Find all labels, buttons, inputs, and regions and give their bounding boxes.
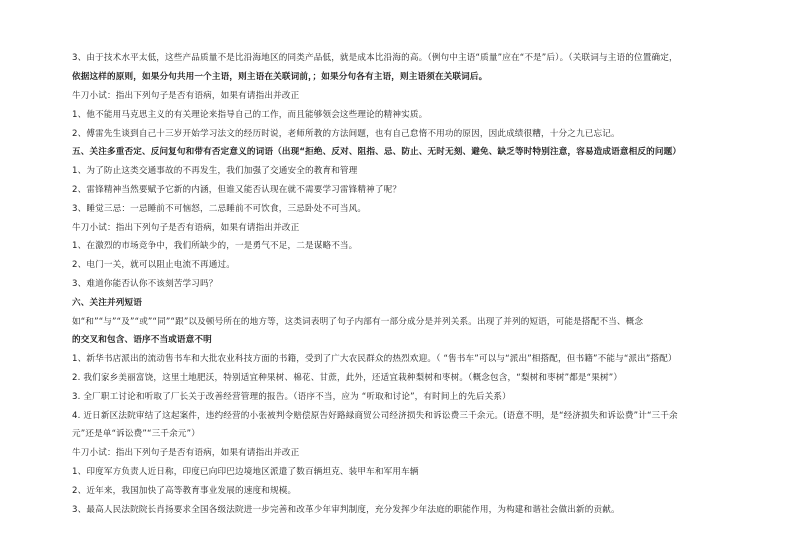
text-line: 3、最高人民法院院长肖扬要求全国各级法院进一步完善和改革少年审判制度，充分发挥少年法庭的职能作用，为构建和谐社会做出新的贡献。 — [72, 505, 620, 515]
text-line: 3、由于技术水平太低，这些产品质量不是比沿海地区的同类产品低，就是成本比沿海的高。（例句中主语“质量”应在“不是”后）。（关联词与主语的位置确定， — [72, 53, 678, 63]
text-line: 依据这样的原则，如果分句共用一个主语，则主语在关联词前，；如果分句各有主语，则主语须在关联词后。 — [72, 72, 488, 82]
text-line: 2、电门一关，就可以阻止电流不再通过。 — [72, 260, 236, 270]
section-heading: 五、关注多重否定、反问复句和带有否定意义的词语（出现“拒绝、反对、阻指、忌、防止、无时无刻、避免、缺乏等时特别注意，容易造成语意相反的问题） — [72, 147, 682, 157]
text-line: 2. 我们家乡美丽富饶，这里土地肥沃，特别适宜种果树、棉花、甘蔗，此外，还适宜栽种梨树和枣树。（概念包含，“梨树和枣树”都是“果树”） — [72, 373, 623, 383]
text-line: 1、印度军方负责人近日称，印度已向印巴边境地区派遣了数百辆坦克、装甲车和军用车辆 — [72, 467, 419, 477]
text-line: 3、难道你能否认你不该刻苦学习吗？ — [72, 279, 218, 289]
text-line: 2、雷锋精神当然要赋予它新的内涵，但谁又能否认现在就不需要学习雷锋精神了呢？ — [72, 185, 402, 195]
text-line: 1、新华书店派出的流动售书车和大批农业科技方面的书籍，受到了广大农民群众的热烈欢迎。（ “售书车”可以与“派出”相搭配，但书籍”不能与“派出”搭配） — [72, 354, 677, 364]
text-line: 2、傅雷先生谈到自己十三岁开始学习法文的经历时说，老师所教的方法间题，也有自己怠惰不用功的原因，因此成绩很糟，十分之九已忘记。 — [72, 129, 620, 139]
text-line: 1、在激烈的市场竞争中，我们所缺少的，一是勇气不足，二是谋略不当。 — [72, 241, 358, 251]
text-line: 牛刀小试：指出下列句子是否有语病，如果有请指出并改正 — [72, 448, 300, 458]
text-line: 4. 近日新区法院审结了这起案件，违约经营的小张被判令赔偿原告好路緑商贸公司经济损失和诉讼费三千余元。(语意不明，是“经济损失和诉讼费”计“三千余 — [72, 411, 678, 421]
section-heading: 六、关注并列短语 — [72, 298, 142, 308]
text-line: 的交叉和包含、语序不当或语意不明 — [72, 335, 212, 345]
text-line: 牛刀小试：指出下列句子是否有语病，如果有请指出并改正 — [72, 223, 300, 233]
text-line: 3、睡觉三忌：一忌睡前不可恼怒，二忌睡前不可饮食，三忌卧处不可当风。 — [72, 204, 367, 214]
text-line: 2、近年来，我国加快了高等教育事业发展的速度和规模。 — [72, 486, 297, 496]
text-line: 3. 全厂职工讨论和听取了厂长关于改善经营管理的报告。（语序不当，应为 “听取和讨论”，有时间上的先后关系） — [72, 392, 511, 402]
text-line: 1、他不能用马克思主义的有关理论来指导自己的工作，而且能够领会这些理论的精神实质。 — [72, 110, 428, 120]
text-line: 牛刀小试：指出下列句子是否有语病，如果有请指出并改正 — [72, 91, 300, 101]
text-line: 元”还是单“诉讼费”“三千余元”） — [72, 429, 200, 439]
text-line: 如“和”“与”“及”“或”“同”“跟”以及顿号所在的地方等，这类词表明了句子内部有一部分成分是并列关系。出现了并列的短语，可能是搭配不当、概念 — [72, 317, 644, 327]
text-line: 1、为了防止这类交通事故的不再发生，我们加强了交通安全的教育和管理 — [72, 166, 358, 176]
